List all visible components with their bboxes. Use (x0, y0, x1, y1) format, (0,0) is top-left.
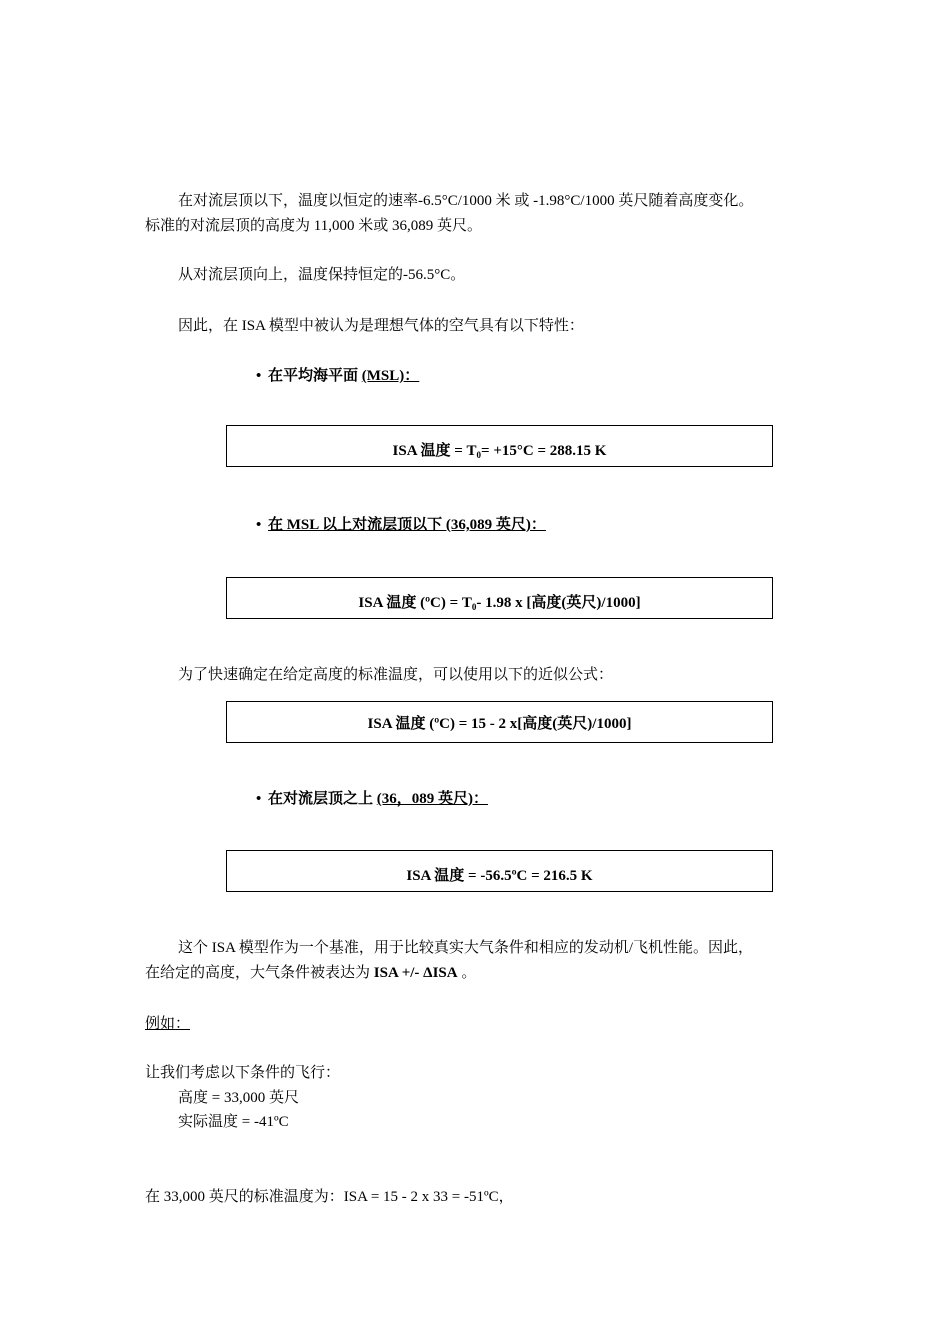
example-altitude: 高度 = 33,000 英尺 (178, 1090, 299, 1106)
example-standard-temp: 在 33,000 英尺的标准温度为：ISA = 15 - 2 x 33 = -51ºC， (145, 1189, 514, 1205)
formula-troposphere-part-b: - 1.98 x [高度(英尺)/1000] (476, 595, 641, 611)
paragraph-1-line-1: 在对流层顶以下，温度以恒定的速率-6.5°C/1000 米 或 -1.98°C/1000 英尺随着高度变化。 (178, 193, 754, 209)
bullet-msl (256, 366, 419, 386)
formula-box-msl (226, 425, 773, 467)
paragraph-5-line-1: 这个 ISA 模型作为一个基准，用于比较真实大气条件和相应的发动机/飞机性能。因此， (178, 940, 754, 956)
formula-box-troposphere (226, 577, 773, 619)
formula-approximation: ISA 温度 (ºC) = 15 - 2 x[高度(英尺)/1000] (367, 715, 632, 732)
bullet-stratosphere (256, 789, 488, 809)
paragraph-5-prefix: 在给定的高度，大气条件被表达为 (145, 965, 374, 981)
paragraph-5-line-2 (145, 963, 476, 983)
formula-msl-part-b: = +15°C = 288.15 K (481, 443, 607, 459)
bullet-icon: • (256, 791, 262, 807)
paragraph-5-isa-term: ISA +/- ΔISA (373, 965, 458, 981)
example-heading: 例如： (145, 1016, 191, 1032)
bullet-icon: • (256, 368, 262, 384)
bullet-msl-prefix: 在平均海平面 (268, 368, 362, 384)
formula-msl-part-a: ISA 温度 = T (392, 443, 477, 459)
formula-troposphere-subscript: 0 (471, 602, 477, 612)
bullet-troposphere-underlined: 在 MSL 以上对流层顶以下 (36,089 英尺)： (268, 517, 546, 533)
bullet-stratosphere-prefix: 在对流层顶之上 (268, 791, 377, 807)
formula-troposphere-part-a: ISA 温度 (ºC) = T (358, 595, 472, 611)
formula-stratosphere: ISA 温度 = -56.5ºC = 216.5 K (406, 868, 593, 884)
formula-box-stratosphere (226, 850, 773, 892)
formula-box-approximation (226, 701, 773, 743)
bullet-icon: • (256, 517, 262, 533)
bullet-troposphere (256, 515, 546, 535)
example-intro: 让我们考虑以下条件的飞行： (145, 1065, 341, 1081)
paragraph-4: 为了快速确定在给定高度的标准温度，可以使用以下的近似公式： (178, 667, 614, 683)
paragraph-1-line-2: 标准的对流层顶的高度为 11,000 米或 36,089 英尺。 (145, 218, 482, 234)
bullet-msl-underlined: (MSL)： (361, 368, 420, 384)
paragraph-5-suffix: 。 (457, 965, 477, 981)
paragraph-3: 因此，在 ISA 模型中被认为是理想气体的空气具有以下特性： (178, 318, 584, 334)
bullet-stratosphere-underlined: (36，089 英尺)： (376, 791, 489, 807)
formula-msl-subscript: 0 (476, 450, 482, 460)
example-actual-temp: 实际温度 = -41ºC (178, 1114, 289, 1130)
paragraph-2: 从对流层顶向上，温度保持恒定的-56.5°C。 (178, 267, 466, 283)
